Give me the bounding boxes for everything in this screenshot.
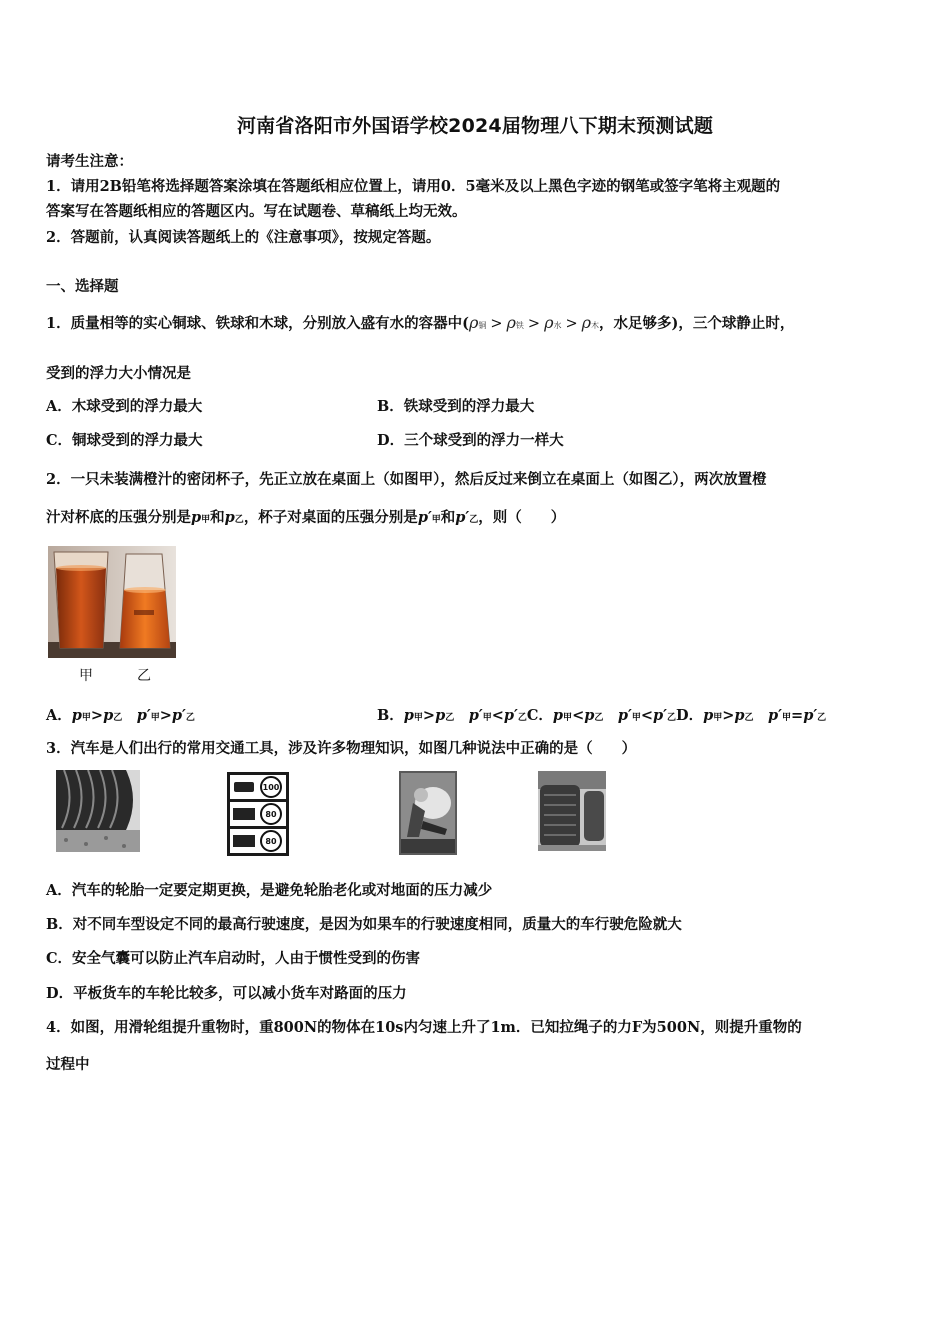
q2-option-a: A．p甲>p乙 p′甲>p′乙 [46, 707, 195, 724]
figure-caption-jia: 甲 [79, 668, 93, 684]
figure-caption-yi: 乙 [137, 668, 151, 684]
q4-stem: 4．如图，用滑轮组提升重物时，重800N的物体在10s内匀速上升了1m．已知拉绳子的力F为500N，则提升重物的 [46, 1019, 802, 1036]
q1-stem: 1．质量相等的实心铜球、铁球和木球，分别放入盛有水的容器中(ρ铜 > ρ铁 > ρ水 > ρ木，水足够多)，三个球静止时， [46, 313, 795, 332]
notice-line-1b: 答案写在答题纸相应的答题区内。写在试题卷、草稿纸上均无效。 [46, 203, 467, 220]
speed-limit-sign-image [227, 772, 289, 856]
q2-stem-cont: 汁对杯底的压强分别是p甲和p乙，杯子对桌面的压强分别是p′甲和p′乙，则（ ） [46, 509, 566, 526]
page-title: 河南省洛阳市外国语学校2024届物理八下期末预测试题 [236, 115, 714, 137]
q3-option-d: D．平板货车的车轮比较多，可以减小货车对路面的压力 [46, 985, 407, 1002]
airbag-crash-image [399, 771, 457, 855]
q3-stem: 3．汽车是人们出行的常用交通工具，涉及许多物理知识，如图几种说法中正确的是（ ） [46, 740, 637, 757]
q1-option-a: A．木球受到的浮力最大 [46, 398, 203, 415]
notice-line-1: 1．请用2B铅笔将选择题答案涂填在答题纸相应位置上，请用0．5毫米及以上黑色字迹的钢笔或签字笔将主观题的 [46, 178, 781, 195]
section-heading: 一、选择题 [46, 278, 119, 295]
q4-stem-cont: 过程中 [46, 1056, 90, 1073]
speed-sign-value: 80 [265, 810, 277, 819]
q3-option-b: B．对不同车型设定不同的最高行驶速度，是因为如果车的行驶速度相同，质量大的车行驶危险就大 [46, 916, 682, 933]
speed-sign-value: 100 [262, 783, 280, 792]
q2-option-bcd: B．p甲>p乙 p′甲<p′乙C．p甲<p乙 p′甲<p′乙D．p甲>p乙 p′甲=p′乙 [377, 707, 827, 724]
orange-juice-cups-figure [48, 546, 176, 658]
q1-option-d: D．三个球受到的浮力一样大 [377, 432, 564, 449]
q3-option-a: A．汽车的轮胎一定要定期更换，是避免轮胎老化或对地面的压力减少 [46, 882, 493, 899]
truck-wheels-image [538, 771, 606, 851]
speed-sign-value: 80 [265, 837, 277, 846]
notice-heading: 请考生注意： [46, 153, 133, 170]
q1-stem-cont: 受到的浮力大小情况是 [46, 365, 191, 382]
q2-stem: 2．一只未装满橙汁的密闭杯子，先正立放在桌面上（如图甲），然后反过来倒立在桌面上（如图乙），两次放置橙 [46, 471, 767, 488]
q1-option-b: B．铁球受到的浮力最大 [377, 398, 535, 415]
tire-tread-image [56, 770, 140, 852]
notice-line-2: 2．答题前，认真阅读答题纸上的《注意事项》，按规定答题。 [46, 229, 441, 246]
q3-option-c: C．安全气囊可以防止汽车启动时，人由于惯性受到的伤害 [46, 950, 421, 967]
q1-option-c: C．铜球受到的浮力最大 [46, 432, 203, 449]
